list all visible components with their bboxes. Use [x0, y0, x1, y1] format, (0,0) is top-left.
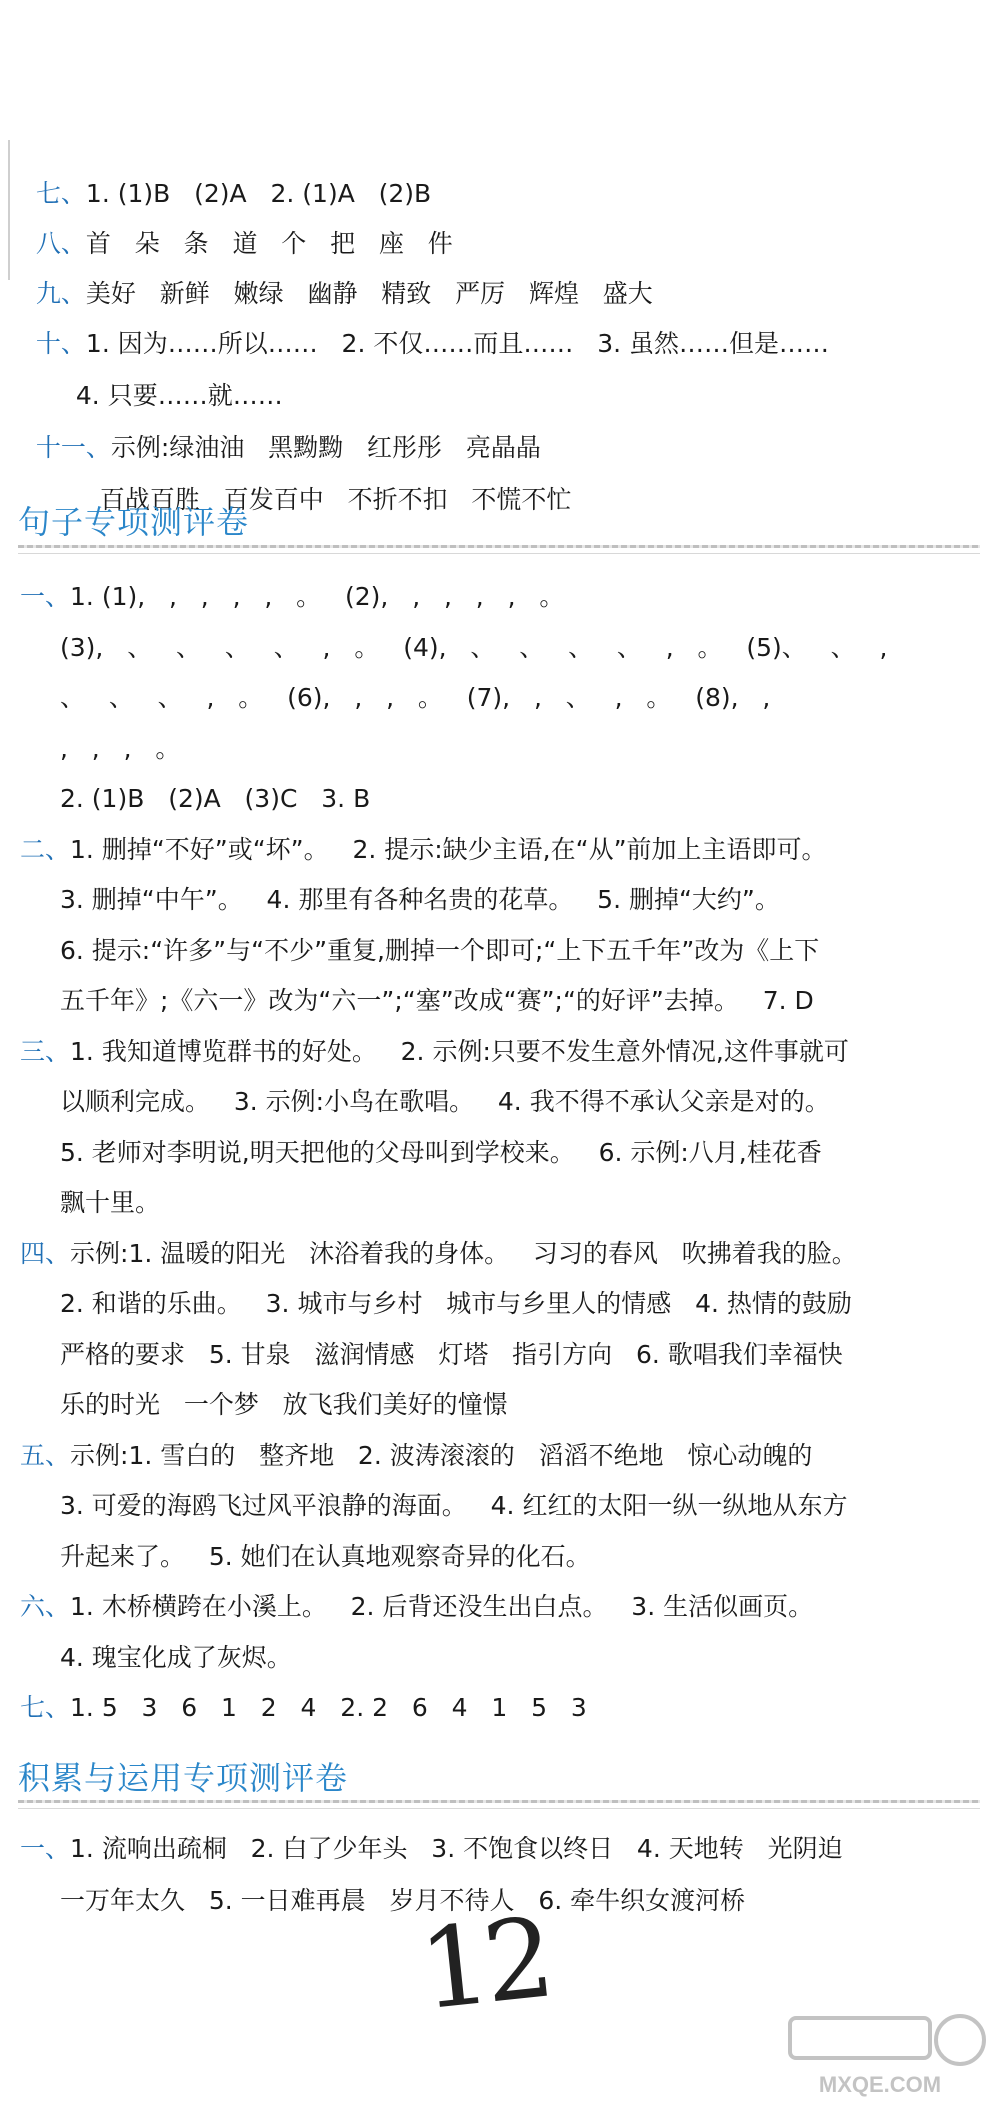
answer-line — [60, 732, 180, 766]
answer-line — [60, 681, 770, 715]
answer-line — [60, 883, 780, 917]
answer-line — [60, 1338, 843, 1372]
answer-line — [20, 1439, 812, 1473]
answer-text: 升起来了。 5. 她们在认真地观察奇异的化石。 — [60, 1541, 591, 1571]
title-divider — [18, 545, 980, 548]
answer-text: 一万年太久 5. 一日难再晨 岁月不待人 6. 牵牛织女渡河桥 — [60, 1886, 746, 1915]
section-title-sentences: 句子专项测评卷 — [18, 503, 250, 541]
answer-text: 1. 木桥横跨在小溪上。 2. 后背还没生出白点。 3. 生活似画页。 — [70, 1592, 814, 1621]
item-number: 十、 — [35, 329, 86, 358]
answer-text: 1. (1)B (2)A 2. (1)A (2)B — [85, 179, 432, 208]
item-number: 九、 — [35, 279, 86, 308]
watermark-text: MXQE.COM — [818, 2072, 942, 2097]
answer-line — [60, 1641, 292, 1675]
answer-line — [60, 984, 814, 1018]
answer-text: 4. 只要……就…… — [75, 381, 283, 410]
answer-text: 严格的要求 5. 甘泉 滋润情感 灯塔 指引方向 6. 歌唱我们幸福快 — [60, 1339, 843, 1369]
answer-line — [20, 833, 827, 867]
answer-text: 百战百胜 百发百中 不折不扣 不慌不忙 — [99, 485, 572, 514]
answer-line — [60, 1388, 508, 1422]
margin-mark — [8, 140, 10, 280]
item-number: 三、 — [20, 1036, 71, 1066]
answer-text: 、 、 、 , 。 (6), , , 。 (7), , 、 , 。 (8), , — [60, 683, 771, 712]
answer-text: 示例:1. 温暖的阳光 沐浴着我的身体。 习习的春风 吹拂着我的脸。 — [70, 1238, 857, 1268]
answer-line — [20, 1035, 849, 1069]
answer-text: 首 朵 条 道 个 把 座 件 — [85, 229, 453, 258]
answer-text: 乐的时光 一个梦 放飞我们美好的憧憬 — [60, 1390, 508, 1419]
section-title-accumulation: 积累与运用专项测评卷 — [18, 1759, 349, 1797]
answer-text: 五千年》;《六一》改为“六一”;“塞”改成“赛”;“的好评”去掉。 7. D — [60, 986, 814, 1015]
item-number: 七、 — [35, 179, 86, 208]
title-divider-line — [18, 1808, 980, 1809]
item-number: 一、 — [20, 1834, 71, 1863]
item-number: 五、 — [20, 1440, 71, 1470]
title-divider — [18, 1800, 980, 1803]
answer-text: 示例:1. 雪白的 整齐地 2. 波涛滚滚的 滔滔不绝地 惊心动魄的 — [70, 1440, 813, 1470]
answer-text: 2. 和谐的乐曲。 3. 城市与乡村 城市与乡里人的情感 4. 热情的鼓励 — [60, 1289, 852, 1318]
answer-line — [60, 1186, 160, 1220]
answer-text: 2. (1)B (2)A (3)C 3. B — [60, 784, 371, 813]
answer-line — [60, 1136, 822, 1170]
item-number: 八、 — [35, 229, 86, 258]
answer-text: (3), 、 、 、 、 , 。 (4), 、 、 、 、 , 。 (5)、 、 , — [60, 632, 888, 662]
answer-line — [60, 1884, 745, 1918]
item-number: 四、 — [20, 1238, 71, 1268]
answer-text: 5. 老师对李明说,明天把他的父母叫到学校来。 6. 示例:八月,桂花香 — [60, 1137, 822, 1167]
answer-line — [60, 1287, 852, 1321]
answer-line — [20, 1590, 813, 1624]
answer-text: 6. 提示:“许多”与“不少”重复,删掉一个即可;“上下五千年”改为《上下 — [60, 935, 820, 965]
answer-text: 美好 新鲜 嫩绿 幽静 精致 严厉 辉煌 盛大 — [85, 279, 653, 308]
answer-text: 1. 我知道博览群书的好处。 2. 示例:只要不发生意外情况,这件事就可 — [70, 1036, 849, 1066]
item-number: 七、 — [20, 1693, 71, 1722]
answer-line — [20, 1237, 857, 1271]
answer-text: 飘十里。 — [60, 1188, 161, 1217]
answer-text: 1. 流响出疏桐 2. 白了少年头 3. 不饱食以终日 4. 天地转 光阴迫 — [70, 1834, 843, 1863]
item-number: 二、 — [20, 834, 71, 864]
answer-text: 4. 瑰宝化成了灰烬。 — [60, 1642, 292, 1672]
item-number: 十一、 — [35, 433, 111, 462]
answer-line — [60, 1540, 591, 1574]
answer-text: , , , 。 — [60, 733, 181, 763]
page-number-handwritten: 12 — [413, 1893, 555, 2035]
answer-text: 示例:绿油油 黑黝黝 红彤彤 亮晶晶 — [110, 433, 541, 462]
answer-text: 1. 因为……所以…… 2. 不仅……而且…… 3. 虽然……但是…… — [85, 329, 830, 358]
answer-text: 3. 删掉“中午”。 4. 那里有各种名贵的花草。 5. 删掉“大约”。 — [60, 885, 780, 914]
answer-line — [20, 1832, 843, 1866]
watermark-logo — [770, 2010, 990, 2100]
answer-line — [60, 782, 370, 816]
answer-line — [20, 1691, 587, 1725]
answer-text: 1. (1), , , , , 。 (2), , , , , 。 — [70, 582, 565, 611]
answer-text: 以顺利完成。 3. 示例:小鸟在歌唱。 4. 我不得不承认父亲是对的。 — [60, 1087, 830, 1116]
item-number: 一、 — [20, 582, 71, 611]
answer-line — [60, 934, 819, 968]
answer-text: 1. 删掉“不好”或“坏”。 2. 提示:缺少主语,在“从”前加上主语即可。 — [70, 834, 827, 864]
answer-text: 3. 可爱的海鸥飞过风平浪静的海面。 4. 红红的太阳一纵一纵地从东方 — [60, 1491, 848, 1520]
answer-line — [20, 580, 564, 614]
item-number: 六、 — [20, 1592, 71, 1621]
title-divider-line — [18, 553, 980, 554]
answer-line — [60, 1085, 830, 1119]
answer-line — [60, 631, 887, 665]
answer-line — [60, 1489, 847, 1523]
answer-text: 1. 5 3 6 1 2 4 2. 2 6 4 1 5 3 — [70, 1693, 587, 1722]
